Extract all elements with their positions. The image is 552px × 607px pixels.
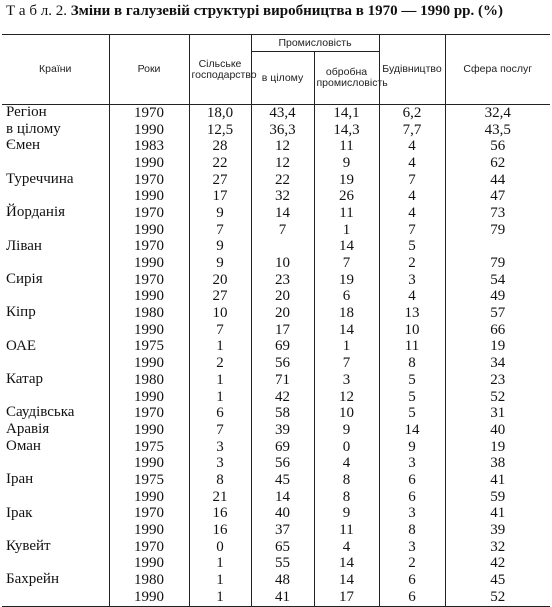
- table-row: [2, 155, 550, 172]
- manufacturing-cell: 11: [314, 138, 379, 155]
- industry-total-cell: 17: [251, 322, 314, 339]
- year-cell: 1990: [109, 522, 189, 539]
- table-row: [2, 372, 550, 389]
- table-row: [2, 272, 550, 289]
- header-country: Країни: [39, 63, 72, 75]
- table-number: Т а б л. 2.: [6, 3, 67, 19]
- country-cell: Катар: [6, 371, 43, 387]
- year-cell: 1975: [109, 472, 189, 489]
- industry-total-cell: 23: [251, 272, 314, 289]
- year-cell: 1980: [109, 372, 189, 389]
- manufacturing-cell: 14: [314, 322, 379, 339]
- agriculture-cell: 16: [189, 522, 251, 539]
- agriculture-cell: 28: [189, 138, 251, 155]
- industry-total-cell: 37: [251, 522, 314, 539]
- table-row: [2, 572, 550, 589]
- year-cell: 1990: [109, 289, 189, 306]
- manufacturing-cell: 3: [314, 372, 379, 389]
- country-cell: Кувейт: [6, 537, 51, 554]
- industry-total-cell: 40: [251, 506, 314, 523]
- year-cell: 1990: [109, 322, 189, 339]
- year-cell: 1970: [109, 239, 189, 256]
- country-cell: [2, 222, 109, 239]
- manufacturing-cell: 9: [314, 422, 379, 439]
- year-cell: 1990: [109, 355, 189, 372]
- country-cell: Йорданія: [6, 204, 66, 221]
- industry-total-cell: 32: [251, 188, 314, 205]
- table-row: [2, 305, 550, 322]
- construction-cell: 5: [379, 372, 445, 389]
- manufacturing-cell: 14: [314, 572, 379, 589]
- country-cell: Туреччина: [6, 170, 74, 187]
- country-cell: Сирія: [6, 270, 43, 287]
- agriculture-cell: 22: [189, 155, 251, 172]
- agriculture-cell: 27: [189, 172, 251, 189]
- services-cell: 19: [445, 339, 550, 356]
- construction-cell: 13: [379, 305, 445, 322]
- agriculture-cell: 7: [189, 222, 251, 239]
- manufacturing-cell: 14: [314, 556, 379, 573]
- table-row: [2, 522, 550, 539]
- country-cell: [2, 522, 109, 539]
- construction-cell: 8: [379, 355, 445, 372]
- table-row: [2, 172, 550, 189]
- industry-total-cell: 22: [251, 172, 314, 189]
- industry-total-cell: 36,3: [251, 122, 314, 139]
- construction-cell: 6: [379, 472, 445, 489]
- services-cell: 49: [445, 289, 550, 306]
- construction-cell: 3: [379, 455, 445, 472]
- table-row: [2, 188, 550, 205]
- services-cell: 79: [445, 255, 550, 272]
- construction-cell: 4: [379, 289, 445, 306]
- agriculture-cell: 9: [189, 255, 251, 272]
- industry-total-cell: 56: [251, 355, 314, 372]
- services-cell: 54: [445, 272, 550, 289]
- services-cell: 79: [445, 222, 550, 239]
- country-cell: [2, 255, 109, 272]
- table-row: [2, 422, 550, 439]
- agriculture-cell: 12,5: [189, 122, 251, 139]
- manufacturing-cell: 19: [314, 272, 379, 289]
- services-cell: 52: [445, 389, 550, 406]
- country-cell: [2, 188, 109, 205]
- table-row: [2, 405, 550, 422]
- agriculture-cell: 1: [189, 372, 251, 389]
- construction-cell: 7: [379, 172, 445, 189]
- agriculture-cell: 6: [189, 405, 251, 422]
- country-cell: Оман: [6, 437, 41, 454]
- industry-total-cell: 65: [251, 539, 314, 556]
- industry-total-cell: 58: [251, 405, 314, 422]
- table-row: [2, 539, 550, 556]
- industry-total-cell: 12: [251, 155, 314, 172]
- industry-total-cell: 20: [251, 305, 314, 322]
- table-row: [2, 138, 550, 155]
- industry-total-cell: 56: [251, 455, 314, 472]
- year-cell: 1970: [109, 272, 189, 289]
- industry-total-cell: [251, 239, 314, 256]
- agriculture-cell: 9: [189, 239, 251, 256]
- year-cell: 1990: [109, 489, 189, 506]
- table-row: [2, 389, 550, 406]
- table-body: [2, 105, 550, 607]
- year-cell: 1990: [109, 389, 189, 406]
- year-cell: 1970: [109, 205, 189, 222]
- industry-total-cell: 14: [251, 489, 314, 506]
- country-cell: Іран: [6, 471, 34, 488]
- services-cell: 39: [445, 522, 550, 539]
- manufacturing-cell: 10: [314, 405, 379, 422]
- header-industry-group: Промисловість: [251, 35, 379, 52]
- services-cell: 59: [445, 489, 550, 506]
- construction-cell: 4: [379, 155, 445, 172]
- year-cell: 1990: [109, 255, 189, 272]
- industry-total-cell: 69: [251, 339, 314, 356]
- table-row: [2, 255, 550, 272]
- country-cell: [2, 589, 109, 606]
- services-cell: 34: [445, 355, 550, 372]
- year-cell: 1970: [109, 105, 189, 122]
- table-row: [2, 556, 550, 573]
- table-row: [2, 355, 550, 372]
- services-cell: 43,5: [445, 122, 550, 139]
- year-cell: 1970: [109, 172, 189, 189]
- construction-cell: 4: [379, 138, 445, 155]
- year-cell: 1975: [109, 439, 189, 456]
- manufacturing-cell: 4: [314, 539, 379, 556]
- construction-cell: 4: [379, 188, 445, 205]
- manufacturing-cell: 0: [314, 439, 379, 456]
- industry-total-cell: 10: [251, 255, 314, 272]
- construction-cell: 3: [379, 539, 445, 556]
- manufacturing-cell: 12: [314, 389, 379, 406]
- table-row: [2, 239, 550, 256]
- table-row: [2, 205, 550, 222]
- agriculture-cell: 2: [189, 355, 251, 372]
- country-cell: [2, 289, 109, 306]
- table-row: [2, 489, 550, 506]
- country-cell: [2, 155, 109, 172]
- manufacturing-cell: 17: [314, 589, 379, 606]
- header-industry-total: в цілому: [251, 52, 314, 105]
- manufacturing-cell: 19: [314, 172, 379, 189]
- year-cell: 1990: [109, 589, 189, 606]
- services-cell: 44: [445, 172, 550, 189]
- industry-total-cell: 71: [251, 372, 314, 389]
- country-cell: Аравія: [6, 421, 50, 438]
- manufacturing-cell: 14: [314, 239, 379, 256]
- construction-cell: 9: [379, 439, 445, 456]
- country-cell: Саудівська: [6, 404, 75, 421]
- manufacturing-cell: 7: [314, 355, 379, 372]
- construction-cell: 2: [379, 556, 445, 573]
- year-cell: 1970: [109, 506, 189, 523]
- agriculture-cell: 21: [189, 489, 251, 506]
- country-cell: [2, 355, 109, 372]
- table-row: [2, 322, 550, 339]
- agriculture-cell: 9: [189, 205, 251, 222]
- services-cell: 32,4: [445, 105, 550, 122]
- manufacturing-cell: 7: [314, 255, 379, 272]
- services-cell: 31: [445, 405, 550, 422]
- year-cell: 1970: [109, 539, 189, 556]
- industry-total-cell: 48: [251, 572, 314, 589]
- header-agriculture: Сільське господарство: [189, 35, 251, 105]
- construction-cell: 7: [379, 222, 445, 239]
- industry-total-cell: 12: [251, 138, 314, 155]
- country-cell: Кіпр: [6, 304, 36, 321]
- manufacturing-cell: 1: [314, 339, 379, 356]
- table-row: [2, 455, 550, 472]
- agriculture-cell: 16: [189, 506, 251, 523]
- manufacturing-cell: 9: [314, 155, 379, 172]
- industry-total-cell: 14: [251, 205, 314, 222]
- industry-total-cell: 7: [251, 222, 314, 239]
- year-cell: 1975: [109, 339, 189, 356]
- table-row: [2, 506, 550, 523]
- agriculture-cell: 10: [189, 305, 251, 322]
- agriculture-cell: 18,0: [189, 105, 251, 122]
- industry-total-cell: 42: [251, 389, 314, 406]
- industry-total-cell: 20: [251, 289, 314, 306]
- manufacturing-cell: 18: [314, 305, 379, 322]
- agriculture-cell: 20: [189, 272, 251, 289]
- agriculture-cell: 3: [189, 455, 251, 472]
- agriculture-cell: 1: [189, 589, 251, 606]
- table-heading: Зміни в галузевій структурі виробництва в 1970 — 1990 рр. (%): [70, 3, 504, 19]
- manufacturing-cell: 14,3: [314, 122, 379, 139]
- agriculture-cell: 0: [189, 539, 251, 556]
- manufacturing-cell: 11: [314, 205, 379, 222]
- header-construction: Будівництво: [379, 35, 445, 105]
- country-cell: Ємен: [6, 137, 41, 154]
- construction-cell: 4: [379, 205, 445, 222]
- construction-cell: 11: [379, 339, 445, 356]
- manufacturing-cell: 1: [314, 222, 379, 239]
- construction-cell: 6,2: [379, 105, 445, 122]
- construction-cell: 8: [379, 522, 445, 539]
- services-cell: 23: [445, 372, 550, 389]
- manufacturing-cell: 6: [314, 289, 379, 306]
- industry-total-cell: 39: [251, 422, 314, 439]
- agriculture-cell: 1: [189, 389, 251, 406]
- construction-cell: 5: [379, 239, 445, 256]
- year-cell: 1980: [109, 572, 189, 589]
- industry-total-cell: 41: [251, 589, 314, 606]
- table-row: [2, 589, 550, 606]
- construction-cell: 3: [379, 506, 445, 523]
- services-cell: 66: [445, 322, 550, 339]
- agriculture-cell: 1: [189, 556, 251, 573]
- services-cell: 41: [445, 506, 550, 523]
- construction-cell: 6: [379, 589, 445, 606]
- agriculture-cell: 1: [189, 339, 251, 356]
- agriculture-cell: 3: [189, 439, 251, 456]
- table-row: [2, 339, 550, 356]
- services-cell: 52: [445, 589, 550, 606]
- services-cell: 19: [445, 439, 550, 456]
- country-cell: Ірак: [6, 504, 33, 521]
- manufacturing-cell: 4: [314, 455, 379, 472]
- services-cell: 73: [445, 205, 550, 222]
- industry-total-cell: 43,4: [251, 105, 314, 122]
- year-cell: 1990: [109, 155, 189, 172]
- agriculture-cell: 7: [189, 422, 251, 439]
- country-cell: ОАЕ: [6, 337, 37, 354]
- agriculture-cell: 17: [189, 188, 251, 205]
- construction-cell: 6: [379, 489, 445, 506]
- construction-cell: 6: [379, 572, 445, 589]
- header-year: Роки: [109, 35, 189, 105]
- table-row: [2, 122, 550, 139]
- country-cell: Ліван: [6, 237, 42, 254]
- country-cell: Бахрейн: [6, 571, 59, 588]
- production-structure-table: [2, 34, 550, 607]
- construction-cell: 2: [379, 255, 445, 272]
- services-cell: 38: [445, 455, 550, 472]
- table-row: [2, 222, 550, 239]
- services-cell: 42: [445, 556, 550, 573]
- table-title: [6, 3, 546, 20]
- year-cell: 1990: [109, 455, 189, 472]
- services-cell: [445, 239, 550, 256]
- construction-cell: 10: [379, 322, 445, 339]
- country-cell: [2, 489, 109, 506]
- agriculture-cell: 7: [189, 322, 251, 339]
- table-row: [2, 439, 550, 456]
- services-cell: 40: [445, 422, 550, 439]
- year-cell: 1990: [109, 556, 189, 573]
- industry-total-cell: 69: [251, 439, 314, 456]
- construction-cell: 7,7: [379, 122, 445, 139]
- services-cell: 47: [445, 188, 550, 205]
- year-cell: 1990: [109, 422, 189, 439]
- manufacturing-cell: 9: [314, 506, 379, 523]
- table-row: [2, 472, 550, 489]
- year-cell: 1970: [109, 405, 189, 422]
- year-cell: 1983: [109, 138, 189, 155]
- construction-cell: 14: [379, 422, 445, 439]
- construction-cell: 3: [379, 272, 445, 289]
- manufacturing-cell: 11: [314, 522, 379, 539]
- services-cell: 41: [445, 472, 550, 489]
- table-row: [2, 289, 550, 306]
- country-cell: [2, 322, 109, 339]
- industry-total-cell: 45: [251, 472, 314, 489]
- country-cell: Регіон: [6, 104, 47, 120]
- year-cell: 1990: [109, 122, 189, 139]
- header-services: Сфера послуг: [445, 35, 550, 105]
- country-cell: [2, 556, 109, 573]
- year-cell: 1990: [109, 222, 189, 239]
- agriculture-cell: 27: [189, 289, 251, 306]
- manufacturing-cell: 14,1: [314, 105, 379, 122]
- services-cell: 32: [445, 539, 550, 556]
- industry-total-cell: 55: [251, 556, 314, 573]
- construction-cell: 5: [379, 389, 445, 406]
- country-cell: в цілому: [6, 120, 61, 137]
- table-header: [2, 35, 550, 105]
- manufacturing-cell: 8: [314, 472, 379, 489]
- year-cell: 1980: [109, 305, 189, 322]
- construction-cell: 5: [379, 405, 445, 422]
- manufacturing-cell: 26: [314, 188, 379, 205]
- services-cell: 57: [445, 305, 550, 322]
- country-cell: [2, 455, 109, 472]
- manufacturing-cell: 8: [314, 489, 379, 506]
- year-cell: 1990: [109, 188, 189, 205]
- agriculture-cell: 1: [189, 572, 251, 589]
- agriculture-cell: 8: [189, 472, 251, 489]
- table-row: [2, 105, 550, 122]
- header-manufacturing: обробна промисловість: [314, 52, 379, 105]
- services-cell: 62: [445, 155, 550, 172]
- services-cell: 56: [445, 138, 550, 155]
- services-cell: 45: [445, 572, 550, 589]
- country-cell: [2, 389, 109, 406]
